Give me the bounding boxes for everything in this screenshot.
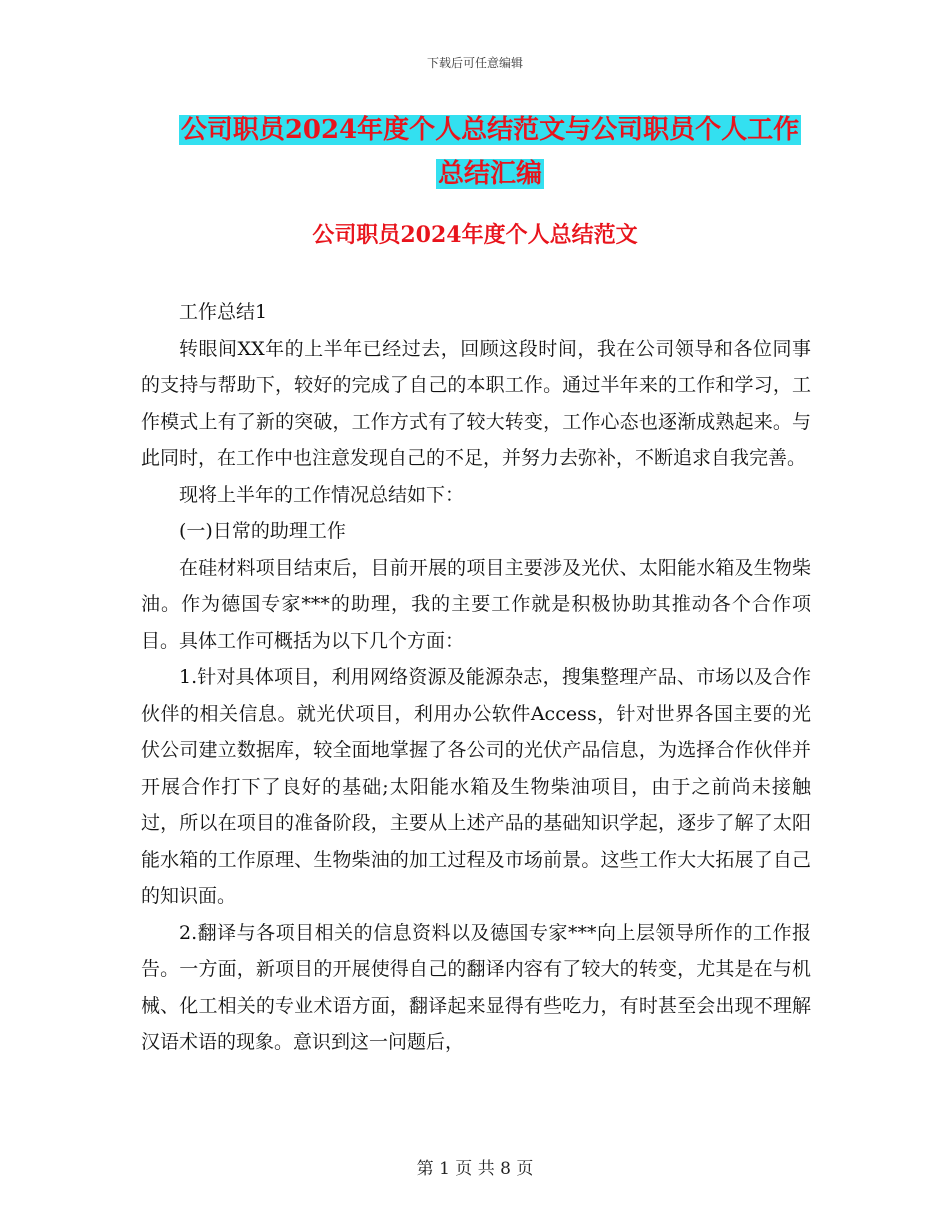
body-text [141, 294, 811, 1061]
paragraph: 1.针对具体项目，利用网络资源及能源杂志，搜集整理产品、市场以及合作伙伴的相关信息。就光伏项目，利用办公软件Access，针对世界各国主要的光伏公司建立数据库，较全面地掌握了各公司的光伏产品信息，为选择合作伙伴并开展合作打下了良好的基础;太阳能水箱及生物柴油项目，由于之前尚未接触过，所以在项目的准备阶段，主要从上述产品的基础知识学起，逐步了解了太阳能水箱的工作原理、生物柴油的加工过程及市场前景。这些工作大大拓展了自己的知识面。 [141, 666, 811, 907]
page-number-footer: 第 1 页 共 8 页 [416, 1159, 534, 1179]
paragraph: 在硅材料项目结束后，目前开展的项目主要涉及光伏、太阳能水箱及生物柴油。作为德国专家***的助理，我的主要工作就是积极协助其推动各个合作项目。具体工作可概括为以下几个方面： [141, 556, 811, 652]
header-note: 下载后可任意编辑 [426, 56, 523, 70]
section-title: 公司职员2024年度个人总结范文 [312, 222, 638, 248]
title-line-2: 总结汇编 [437, 159, 542, 189]
title-line-1: 公司职员2024年度个人总结范文与公司职员个人工作 [180, 115, 800, 145]
paragraph: 工作总结1 [179, 301, 268, 323]
paragraph: (一)日常的助理工作 [179, 520, 346, 542]
document-title [140, 108, 840, 196]
paragraph: 2.翻译与各项目相关的信息资料以及德国专家***向上层领导所作的工作报告。一方面，新项目的开展使得自己的翻译内容有了较大的转变，尤其是在与机械、化工相关的专业术语方面，翻译起来显得有些吃力，有时甚至会出现不理解汉语术语的现象。意识到这一问题后， [141, 921, 811, 1053]
paragraph: 转眼间XX年的上半年已经过去，回顾这段时间，我在公司领导和各位同事的支持与帮助下，较好的完成了自己的本职工作。通过半年来的工作和学习，工作模式上有了新的突破，工作方式有了较大转变，工作心态也逐渐成熟起来。与此同时，在工作中也注意发现自己的不足，并努力去弥补，不断追求自我完善。 [141, 337, 811, 469]
paragraph: 现将上半年的工作情况总结如下： [179, 483, 465, 506]
